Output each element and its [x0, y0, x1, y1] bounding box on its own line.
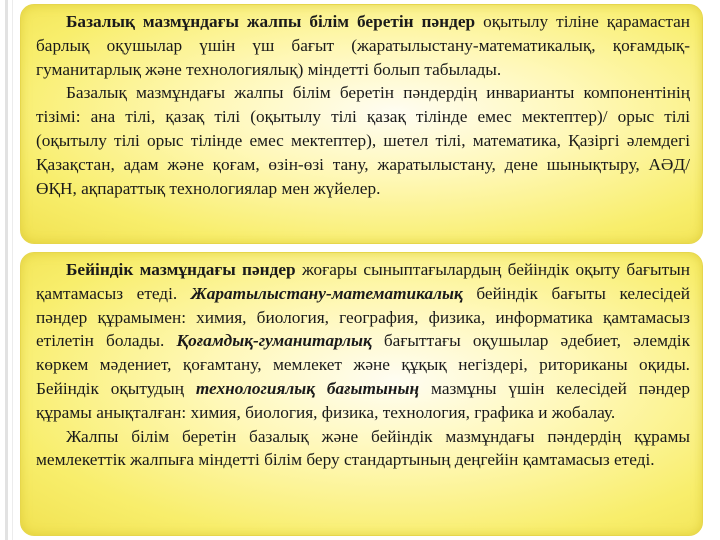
basic-subjects-text: оқытылу тіліне қарамастан барлық оқушылар үшін үш бағыт (жаратылыстану-математикалық, қоғамдық-гуманитарлық және технологиялық) міндетті болып табылады.: [36, 12, 691, 79]
profile-text-c: бағыттағы оқушылар әдебиет, әлемдік көркем мәдениет, қоғамтану, мемлекет және құқық негіздері, риториканы оқиды. Бейіндік оқытудың: [36, 331, 690, 398]
left-edge-rule: [5, 0, 8, 540]
basic-subjects-paragraph: [36, 10, 690, 81]
profile-text-d: мазмұны үшін келесідей пәндер құрамы анықталған: химия, биология, физика, технология, графика и жобалау.: [36, 378, 690, 422]
basic-content-panel: [20, 4, 703, 244]
standard-paragraph: Жалпы білім беретін базалық және бейіндік мазмұндағы пәндердің құрамы мемлекеттік жалпыға міндетті білім беру стандартының деңгейін қамтамасыз етеді.: [36, 426, 690, 470]
left-edge-rule-thin: [12, 0, 13, 540]
profile-subjects-heading: Бейіндік мазмұндағы пәндер: [66, 260, 296, 279]
invariant-component-paragraph: Базалық мазмұндағы жалпы білім беретін пәндердің инварианты компонентінің тізімі: ана тілі, қазақ тілі (оқытылу тілі қазақ тілінде емес мектептер)/ орыс тілі (оқытылу тілі орыс тілінде емес мектептер), шетел тілі, математика, Қазіргі әлемдегі Қазақстан, адам және қоғам, өзін-өзі тану, жаратылыстану, дене шынықтыру, АӘД/ӨҚН, ақпараттық технологиялар мен жүйелер.: [36, 83, 690, 198]
profile-content-panel: [20, 252, 703, 536]
profile-text-b: бейіндік бағыты келесідей пәндер құрамымен: химия, биология, география, физика, информатика қамтамасыз етілетін болады.: [36, 283, 690, 351]
profile-subjects-paragraph: [36, 258, 690, 425]
technological-direction: технологиялық бағытының: [195, 378, 420, 398]
basic-subjects-heading: Базалық мазмұндағы жалпы білім беретін пәндер: [66, 12, 476, 31]
natural-math-direction: Жаратылыстану-математикалық: [190, 283, 463, 303]
social-humanitarian-direction: Қоғамдық-гуманитарлық: [176, 331, 372, 351]
profile-text-a: жоғары сыныптағылардың бейіндік оқыту бағытын қамтамасыз етеді.: [36, 260, 690, 303]
